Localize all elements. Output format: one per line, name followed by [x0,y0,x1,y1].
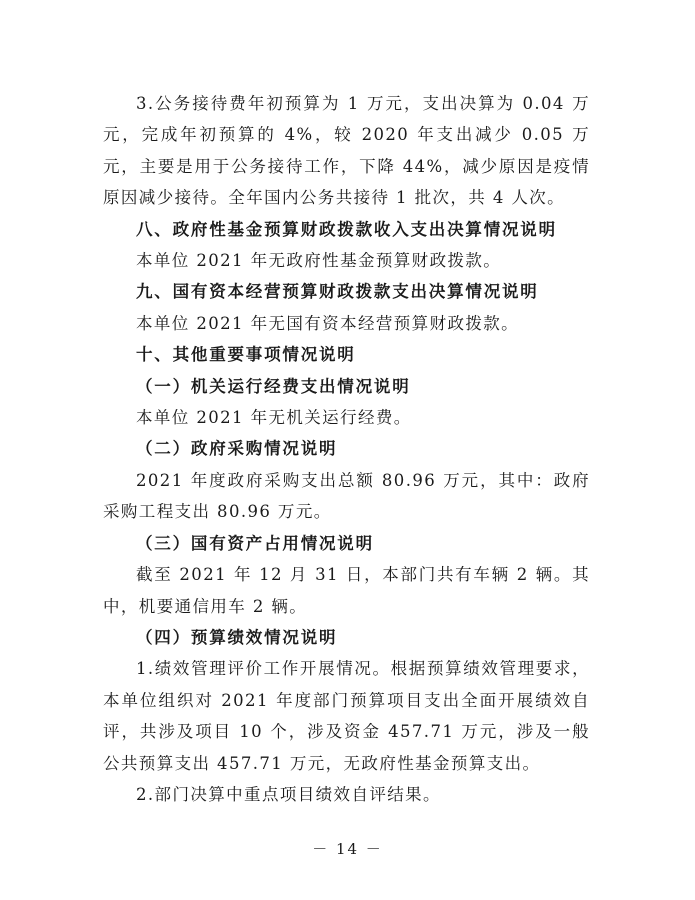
section-heading-9: 九、国有资本经营预算财政拨款支出决算情况说明 [136,282,539,302]
section-heading-10: 十、其他重要事项情况说明 [136,345,356,365]
subsection-heading-3: （三）国有资产占用情况说明 [136,533,374,553]
subsection-heading-4: （四）预算绩效情况说明 [136,627,338,647]
subsection-heading-1: （一）机关运行经费支出情况说明 [136,376,411,396]
paragraph-operating-expenses: 本单位 2021 年无机关运行经费。 [136,408,412,428]
page-number: － 14 － [312,840,383,858]
paragraph-procurement: 2021 年度政府采购支出总额 80.96 万元，其中：政府采购工程支出 80.96 万元。 [103,470,590,522]
paragraph-state-capital: 本单位 2021 年无国有资本经营预算财政拨款。 [136,313,520,333]
paragraph-key-project-results: 2.部门决算中重点项目绩效自评结果。 [136,784,441,804]
paragraph-reception-expenses: 3.公务接待费年初预算为 1 万元，支出决算为 0.04 万元，完成年初预算的 4%，较 2020 年支出减少 0.05 万元，主要是用于公务接待工作，下降 44%，减少原因是疫情原因减少接待。全年国内公务共接待 1 批次，共 4 人次。 [103,94,590,208]
document-body [103,88,590,810]
paragraph-assets: 截至 2021 年 12 月 31 日，本部门共有车辆 2 辆。其中，机要通信用车 2 辆。 [103,565,590,616]
subsection-heading-2: （二）政府采购情况说明 [136,439,338,459]
paragraph-gov-fund: 本单位 2021 年无政府性基金预算财政拨款。 [136,251,502,271]
section-heading-8: 八、政府性基金预算财政拨款收入支出决算情况说明 [136,219,557,239]
paragraph-performance-management: 1.绩效管理评价工作开展情况。根据预算绩效管理要求，本单位组织对 2021 年度部门预算项目支出全面开展绩效自评，共涉及项目 10 个，涉及资金 457.71 万元，涉及一般公共预算支出 457.71 万元，无政府性基金预算支出。 [103,659,590,773]
